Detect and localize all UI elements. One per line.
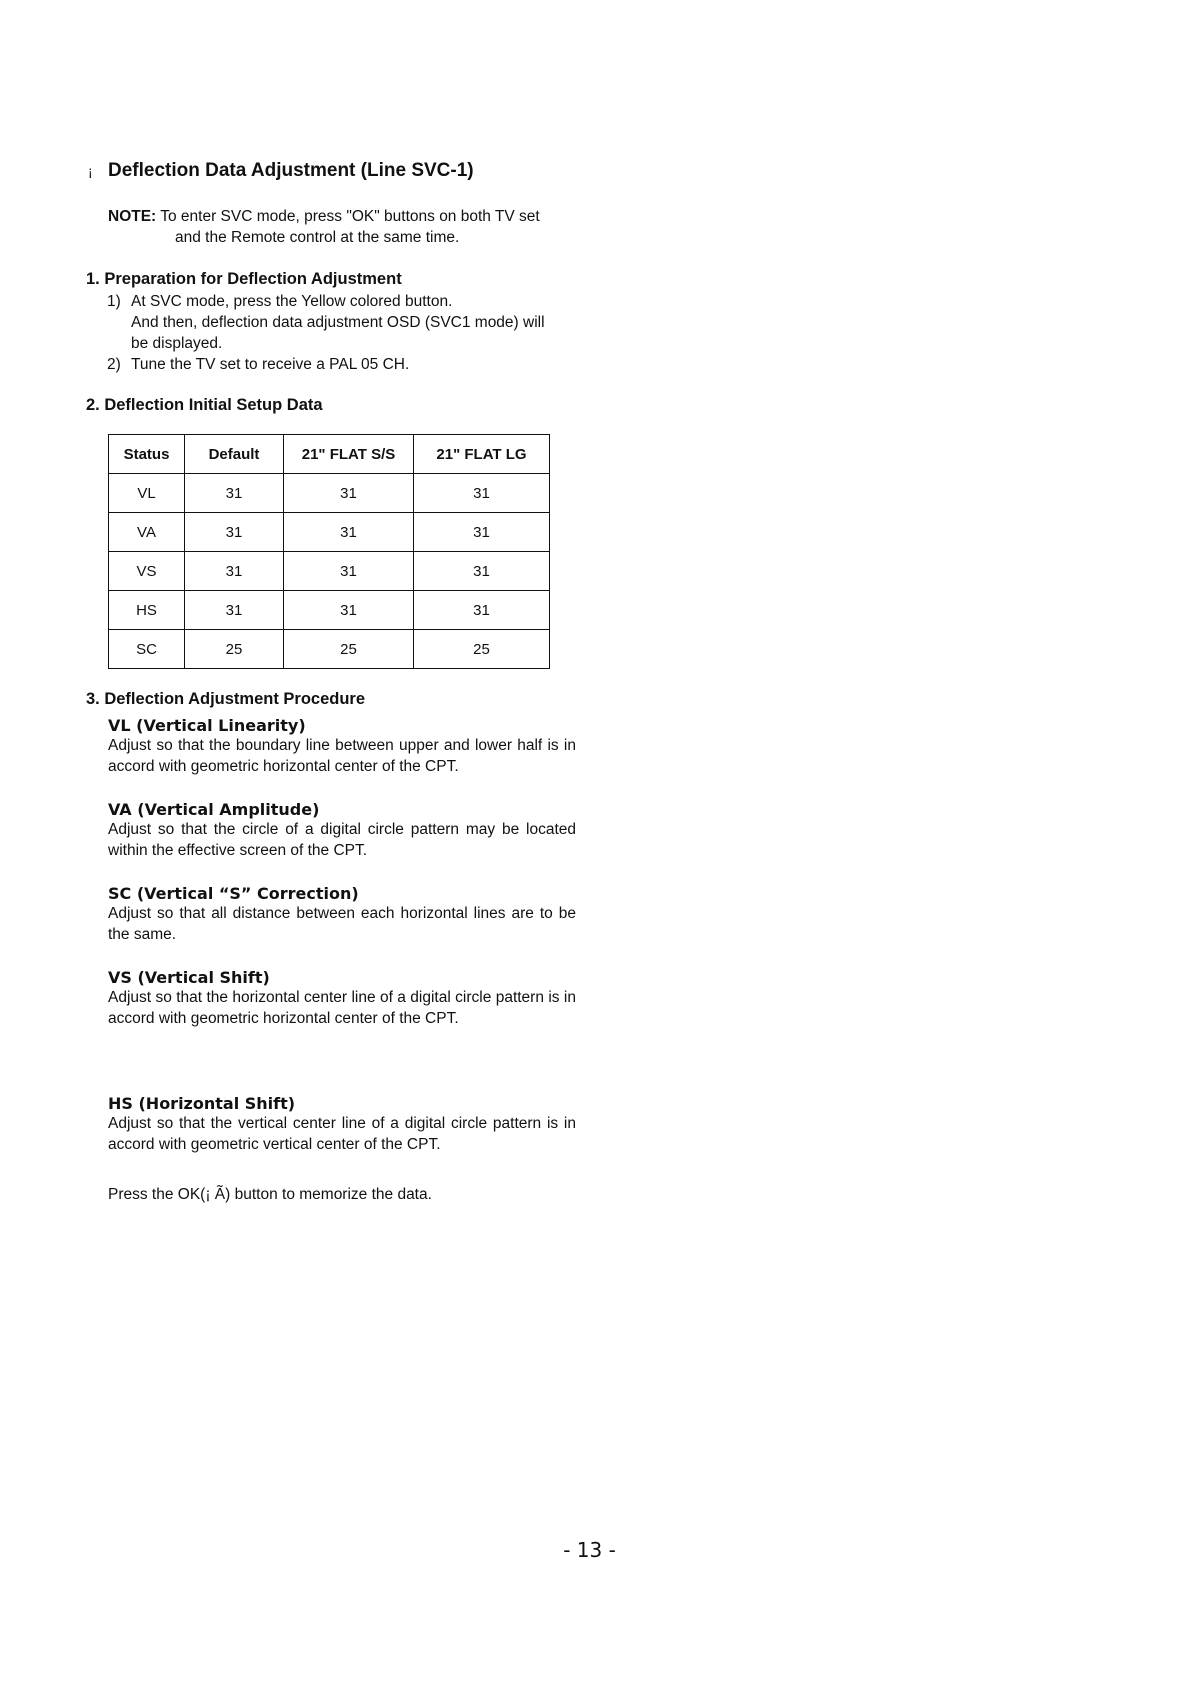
procedure-item-vl: [108, 716, 576, 777]
table-cell: 25: [284, 630, 414, 669]
table-cell: 31: [284, 591, 414, 630]
table-row: [109, 630, 550, 669]
note-block: [108, 206, 578, 248]
note-line-2: and the Remote control at the same time.: [175, 229, 460, 246]
column-header: Default: [185, 435, 284, 474]
procedure-item-vs: [108, 968, 576, 1029]
list-item-text: At SVC mode, press the Yellow colored button.: [131, 293, 453, 310]
title-bullet: ¡: [88, 163, 93, 179]
table-cell: HS: [109, 591, 185, 630]
table-cell: 31: [284, 513, 414, 552]
section-1-list: [107, 291, 577, 375]
procedure-text: Adjust so that the vertical center line of a digital circle pattern is in accord with geometric vertical center of the CPT.: [108, 1115, 576, 1153]
table-cell: 31: [185, 474, 284, 513]
table-cell: 31: [414, 513, 550, 552]
column-header: Status: [109, 435, 185, 474]
page-title: [88, 160, 474, 182]
list-item: [107, 354, 577, 375]
column-header: 21" FLAT LG: [414, 435, 550, 474]
procedure-text: Adjust so that all distance between each horizontal lines are to be the same.: [108, 905, 576, 943]
memorize-instruction: Press the OK(¡ Ã) button to memorize the data.: [108, 1186, 432, 1203]
table-cell: VA: [109, 513, 185, 552]
column-header: 21" FLAT S/S: [284, 435, 414, 474]
table-cell: 31: [414, 591, 550, 630]
procedure-item-hs: [108, 1094, 576, 1155]
table-cell: 31: [414, 552, 550, 591]
note-label: NOTE:: [108, 208, 157, 225]
procedure-item-va: [108, 800, 576, 861]
section-1-heading: 1. Preparation for Deflection Adjustment: [86, 270, 402, 288]
note-line-1: To enter SVC mode, press "OK" buttons on both TV set: [160, 208, 540, 225]
page-number: - 13 -: [563, 1538, 616, 1562]
procedure-title: VA (Vertical Amplitude): [108, 800, 320, 819]
table-cell: 25: [185, 630, 284, 669]
title-text: Deflection Data Adjustment (Line SVC-1): [108, 160, 474, 181]
table-cell: VS: [109, 552, 185, 591]
table-row: [109, 552, 550, 591]
table-row: [109, 474, 550, 513]
list-item-continuation: be displayed.: [131, 335, 223, 352]
table-cell: 31: [414, 474, 550, 513]
table-cell: SC: [109, 630, 185, 669]
table-cell: 31: [284, 474, 414, 513]
table-cell: 25: [414, 630, 550, 669]
table-cell: 31: [185, 552, 284, 591]
list-item: [107, 291, 577, 312]
procedure-title: HS (Horizontal Shift): [108, 1094, 296, 1113]
list-item-text: Tune the TV set to receive a PAL 05 CH.: [131, 356, 410, 373]
table-cell: 31: [185, 513, 284, 552]
setup-data-table: [108, 434, 550, 669]
procedure-title: VL (Vertical Linearity): [108, 716, 306, 735]
list-item-continuation: And then, deflection data adjustment OSD (SVC1 mode) will: [131, 314, 545, 331]
table-cell: VL: [109, 474, 185, 513]
procedure-text: Adjust so that the horizontal center line of a digital circle pattern is in accord with geometric horizontal center of the CPT.: [108, 989, 576, 1027]
table-row: [109, 591, 550, 630]
section-3-heading: 3. Deflection Adjustment Procedure: [86, 690, 366, 708]
table-cell: 31: [284, 552, 414, 591]
table-row: [109, 513, 550, 552]
procedure-item-sc: [108, 884, 576, 945]
list-item-number: 1): [107, 293, 121, 310]
section-2-heading: 2. Deflection Initial Setup Data: [86, 396, 323, 414]
procedure-text: Adjust so that the circle of a digital circle pattern may be located within the effective screen of the CPT.: [108, 821, 576, 859]
list-item-number: 2): [107, 356, 121, 373]
table-header-row: [109, 435, 550, 474]
procedure-title: SC (Vertical “S” Correction): [108, 884, 359, 903]
procedure-text: Adjust so that the boundary line between upper and lower half is in accord with geometric horizontal center of the CPT.: [108, 737, 576, 775]
procedure-title: VS (Vertical Shift): [108, 968, 270, 987]
table-cell: 31: [185, 591, 284, 630]
